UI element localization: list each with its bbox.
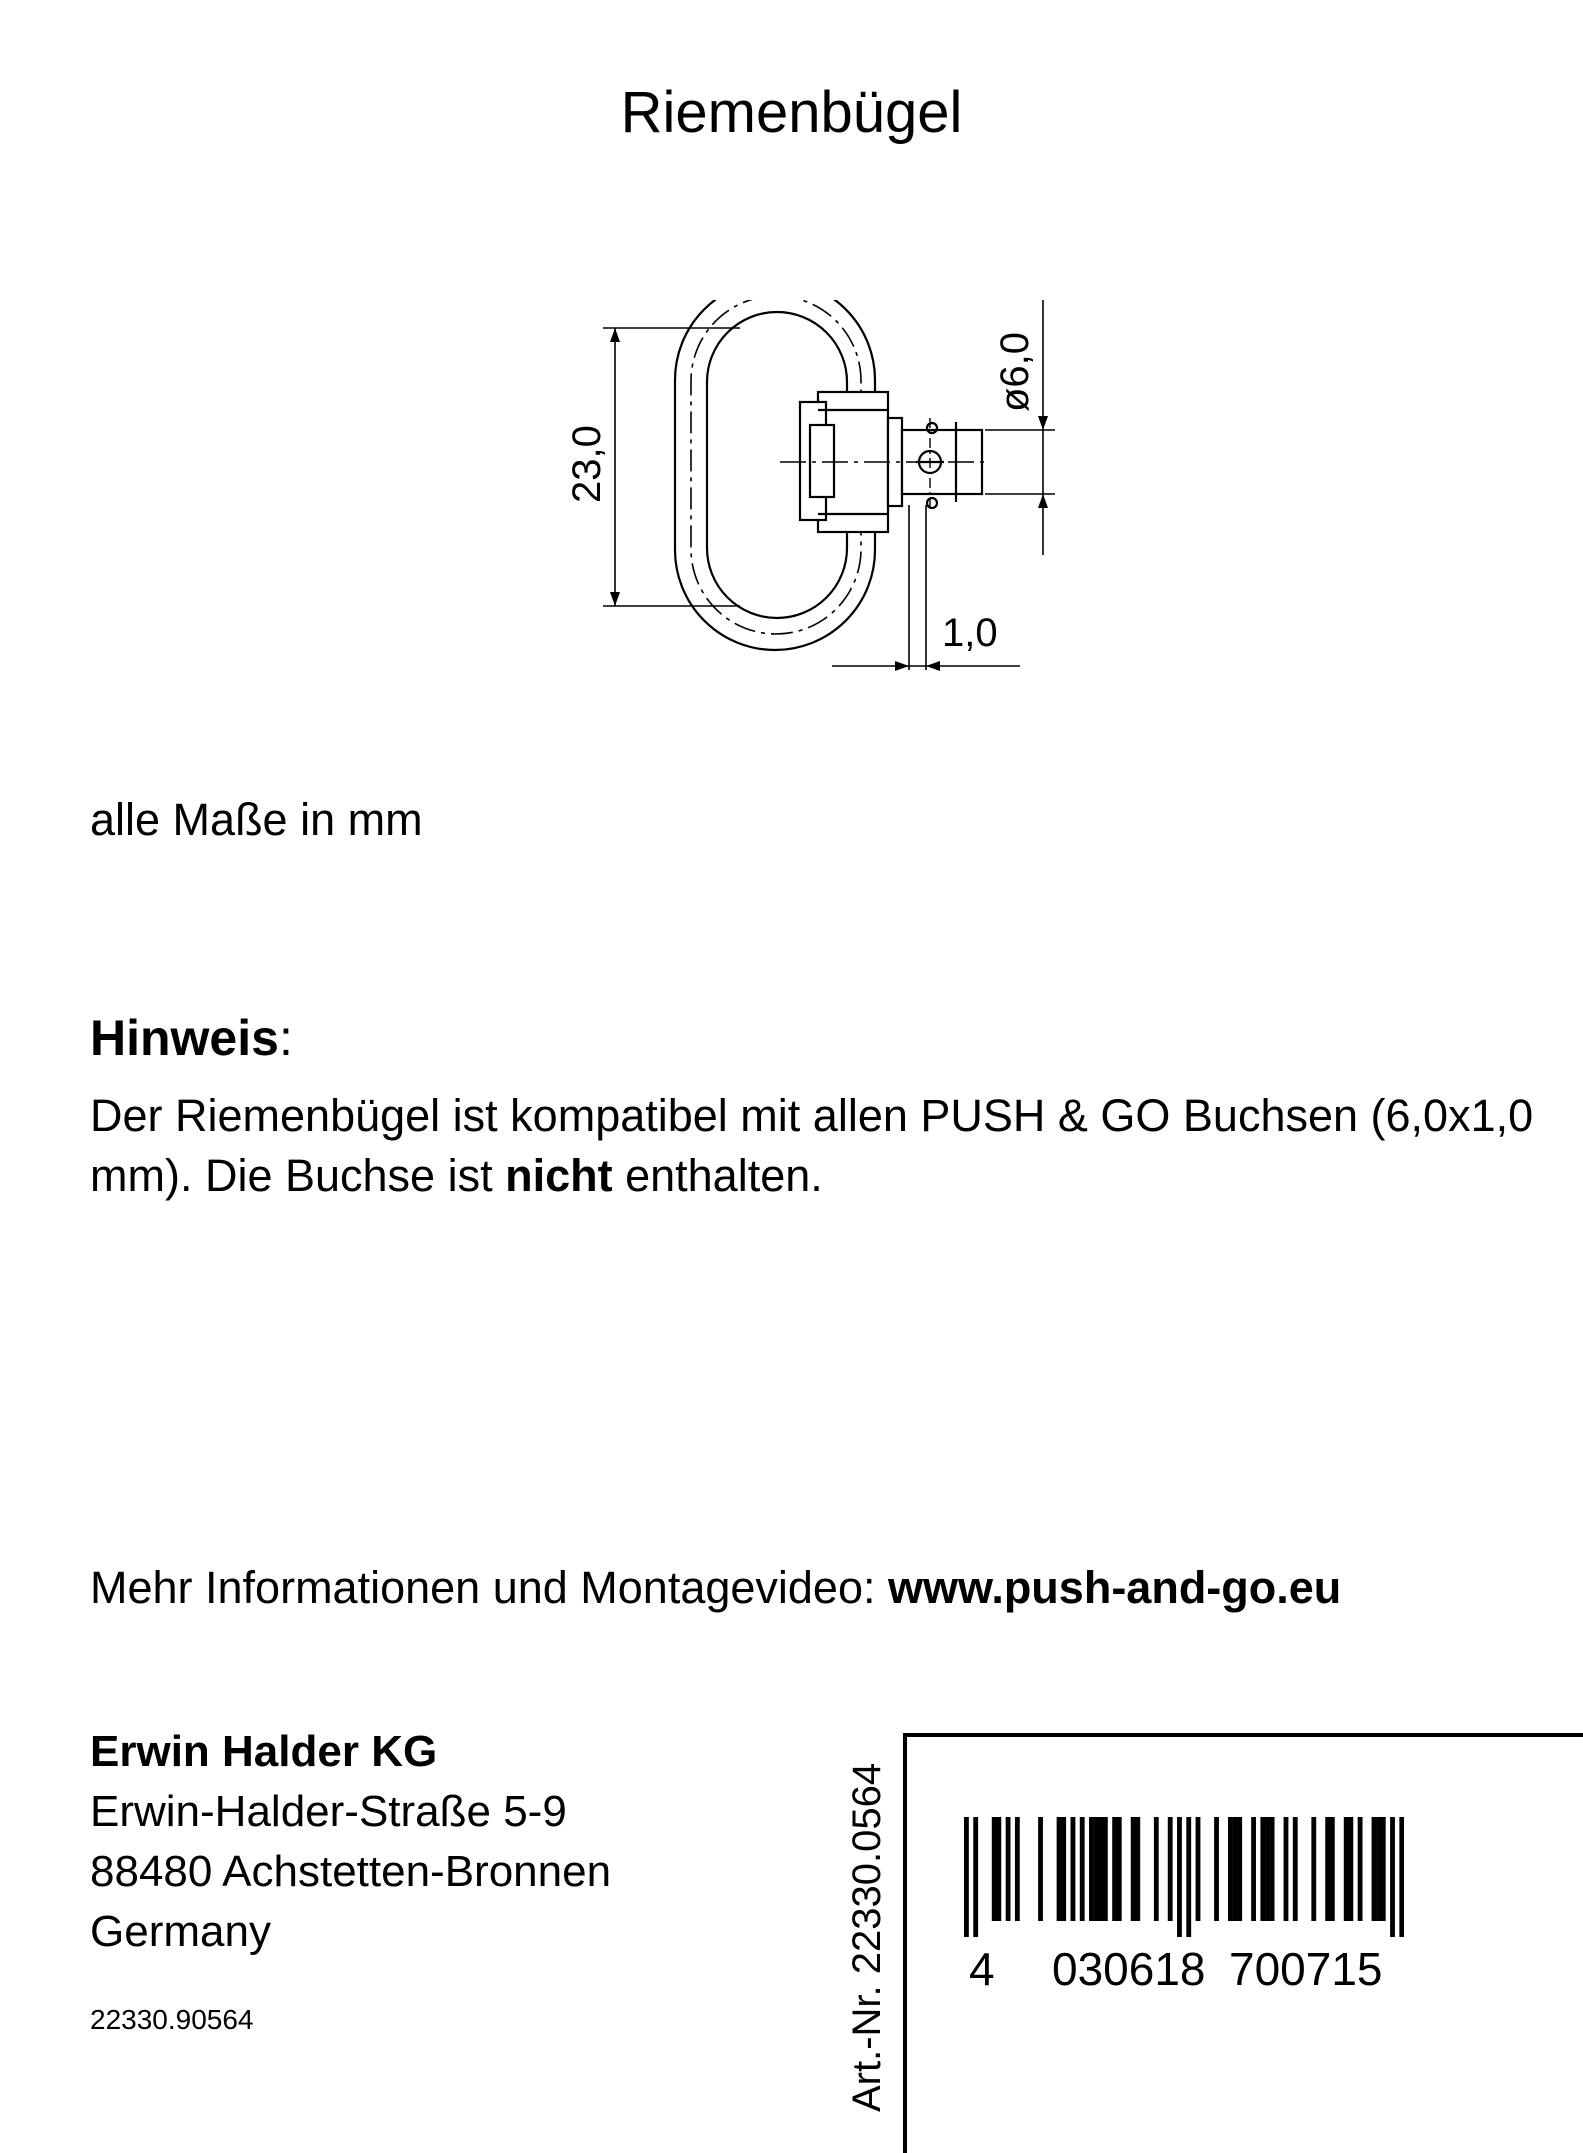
barcode-bar xyxy=(1270,1817,1275,1921)
barcode-bar xyxy=(1154,1817,1159,1921)
barcode-right-group: 700715 xyxy=(1229,1943,1383,1995)
barcode-bar xyxy=(1284,1817,1289,1921)
technical-drawing xyxy=(540,300,1080,680)
dimension-thickness-label: 1,0 xyxy=(942,611,998,655)
document-number: 22330.90564 xyxy=(90,2004,254,2035)
barcode-bar xyxy=(1344,1817,1349,1921)
barcode-bar xyxy=(1006,1817,1011,1921)
barcode-bar xyxy=(1131,1817,1136,1921)
barcode-bar xyxy=(1237,1817,1242,1921)
barcode-bar xyxy=(1293,1817,1298,1921)
barcode-bar xyxy=(1117,1817,1122,1921)
barcode-bar xyxy=(1015,1817,1020,1921)
barcode-bar xyxy=(1358,1817,1363,1921)
dimension-height-label: 23,0 xyxy=(565,425,609,503)
barcode-bar xyxy=(1061,1817,1066,1921)
barcode-bar xyxy=(1196,1817,1201,1921)
barcode-first-digit: 4 xyxy=(969,1943,995,1995)
barcode-left-group: 030618 xyxy=(1052,1943,1206,1995)
note-text-part2: enthalten. xyxy=(612,1150,823,1201)
website-link[interactable]: www.push-and-go.eu xyxy=(887,1562,1342,1613)
barcode-bar xyxy=(1103,1817,1108,1921)
note-heading xyxy=(90,1006,293,1070)
note-text-emphasis: nicht xyxy=(505,1150,613,1201)
note-heading-colon: : xyxy=(278,1010,293,1066)
more-info-label: Mehr Informationen und Montagevideo: xyxy=(90,1562,888,1613)
barcode-bar xyxy=(992,1817,997,1921)
barcode-bar xyxy=(1372,1817,1377,1921)
barcode-bar xyxy=(1094,1817,1099,1921)
barcode-bar xyxy=(1381,1817,1386,1921)
barcode-bar xyxy=(1168,1817,1173,1921)
barcode-bar xyxy=(1089,1817,1094,1921)
barcode-bar xyxy=(1186,1817,1191,1937)
article-number: Art.-Nr. 22330.0564 xyxy=(845,1762,889,2112)
barcode-bar xyxy=(1214,1817,1219,1921)
barcode-bar xyxy=(1135,1817,1140,1921)
company-name: Erwin Halder KG xyxy=(90,1727,438,1776)
barcode-bar xyxy=(1330,1817,1335,1921)
barcode-bar xyxy=(1399,1817,1404,1937)
units-note: alle Maße in mm xyxy=(90,794,423,845)
more-info-line xyxy=(90,1560,1341,1616)
barcode-bar xyxy=(1038,1817,1043,1921)
company-country: Germany xyxy=(90,1907,271,1956)
barcode-bar xyxy=(1376,1817,1381,1921)
barcode-bar xyxy=(1177,1817,1182,1937)
page-title: Riemenbügel xyxy=(620,80,963,145)
barcode-bar xyxy=(1080,1817,1085,1921)
barcode-bar xyxy=(1325,1817,1330,1921)
barcode-bar xyxy=(1228,1817,1233,1921)
barcode-bar xyxy=(1251,1817,1256,1921)
company-city: 88480 Achstetten-Bronnen xyxy=(90,1847,612,1896)
dimension-diameter-label: ø6,0 xyxy=(993,331,1037,412)
barcode-bar xyxy=(1112,1817,1117,1921)
barcode-bar xyxy=(973,1817,978,1937)
barcode-bar xyxy=(1265,1817,1270,1921)
company-street: Erwin-Halder-Straße 5-9 xyxy=(90,1787,567,1836)
barcode-bar xyxy=(1311,1817,1316,1921)
barcode-bar xyxy=(996,1817,1001,1921)
barcode-bar xyxy=(1098,1817,1103,1921)
barcode-bar xyxy=(1260,1817,1265,1921)
barcode-bar xyxy=(1233,1817,1238,1921)
note-heading-text: Hinweis xyxy=(90,1010,279,1066)
barcode-panel xyxy=(903,1733,1583,2153)
barcode-bar xyxy=(1390,1817,1395,1937)
barcode-bar xyxy=(1348,1817,1353,1921)
barcode-bar xyxy=(964,1817,969,1937)
barcode xyxy=(964,1817,1404,1937)
barcode-bar xyxy=(1057,1817,1062,1921)
note-text-part1: Der Riemenbügel ist kompatibel mit allen PUSH & GO Buchsen (6,0x1,0 mm). Die Buchse ist xyxy=(90,1090,1534,1201)
note-text xyxy=(90,1086,1560,1206)
barcode-bar xyxy=(1071,1817,1076,1921)
company-address xyxy=(90,1722,611,1962)
